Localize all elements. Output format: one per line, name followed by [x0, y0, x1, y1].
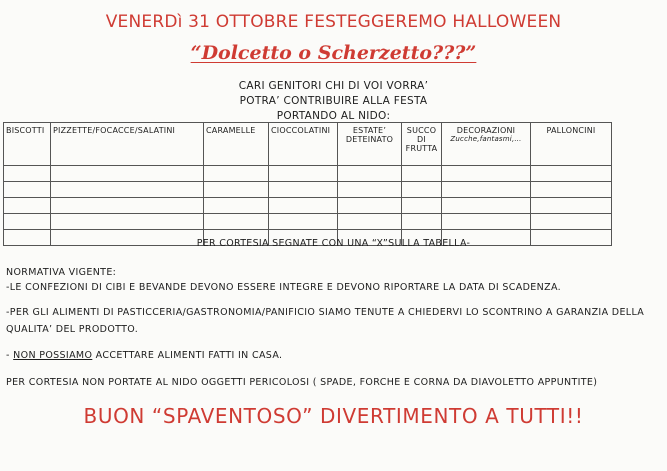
table-cell[interactable] [269, 214, 338, 230]
header-label: DECORAZIONI [456, 126, 516, 135]
header-label: PALLONCINI [546, 126, 596, 135]
table-cell[interactable] [338, 166, 402, 182]
rules-heading: NORMATIVA VIGENTE: [6, 267, 117, 278]
table-cell[interactable] [402, 198, 442, 214]
header-sublabel: Zucche,fantasmi,… [450, 135, 522, 143]
table-cell[interactable] [338, 182, 402, 198]
intro-line-2: POTRA’ CONTRIBUIRE ALLA FESTA [239, 95, 428, 107]
column-header-pizzette [51, 123, 204, 166]
rule-rest: ACCETTARE ALIMENTI FATTI IN CASA. [92, 350, 283, 361]
table-cell[interactable] [338, 198, 402, 214]
instruction-note: PER CORTESIA SEGNATE CON UNA “X”SULLA TABELLA- [196, 238, 471, 249]
table-cell[interactable] [4, 198, 51, 214]
table-cell[interactable] [51, 198, 204, 214]
table-row [4, 214, 612, 230]
rule-packaging: -LE CONFEZIONI DI CIBI E BEVANDE DEVONO ESSERE INTEGRE E DEVONO RIPORTARE LA DATA DI SCADENZA. [6, 282, 562, 293]
column-header-estate [338, 123, 402, 166]
header-label: PIZZETTE/FOCACCE/SALATINI [53, 126, 176, 135]
table-cell[interactable] [531, 198, 612, 214]
table-cell[interactable] [531, 214, 612, 230]
header-label: CIOCCOLATINI [271, 126, 331, 135]
table-cell[interactable] [204, 214, 269, 230]
table-cell[interactable] [204, 182, 269, 198]
table-cell[interactable] [4, 166, 51, 182]
table-cell[interactable] [51, 182, 204, 198]
table-cell[interactable] [531, 166, 612, 182]
table-row [4, 182, 612, 198]
rule-dangerous-objects: PER CORTESIA NON PORTATE AL NIDO OGGETTI PERICOLOSI ( SPADE, FORCHE E CORNA DA DIAVOLETTO APPUNTITE) [6, 377, 598, 388]
intro-line-3: PORTANDO AL NIDO: [276, 110, 391, 122]
contribution-table [3, 122, 612, 246]
column-header-succo [402, 123, 442, 166]
table-cell[interactable] [204, 198, 269, 214]
rule-receipt: -PER GLI ALIMENTI DI PASTICCERIA/GASTRONOMIA/PANIFICIO SIAMO TENUTE A CHIEDERVI LO SCONTRINO A GARANZIA DELLA QUALITA’ DEL PRODOTTO. [6, 307, 645, 335]
intro-line-1: CARI GENITORI CHI DI VOI VORRA’ [238, 80, 429, 92]
table-cell[interactable] [402, 214, 442, 230]
rule-homemade [6, 347, 656, 364]
header-label: BISCOTTI [6, 126, 45, 135]
rule-emphasis: NON POSSIAMO [13, 350, 93, 361]
column-header-caramelle [204, 123, 269, 166]
table-cell[interactable] [269, 198, 338, 214]
subtitle-text: “Dolcetto o Scherzetto???” [190, 42, 477, 64]
header-label: CARAMELLE [206, 126, 256, 135]
table-cell[interactable] [269, 166, 338, 182]
table-cell[interactable] [531, 182, 612, 198]
table-cell[interactable] [51, 214, 204, 230]
table-cell[interactable] [442, 198, 531, 214]
table-header-row [4, 123, 612, 166]
rule-prefix: - [6, 350, 14, 361]
table-cell[interactable] [402, 182, 442, 198]
column-header-biscotti [4, 123, 51, 166]
column-header-palloncini [531, 123, 612, 166]
header-label: SUCCO DI FRUTTA [405, 126, 438, 153]
table-cell[interactable] [4, 182, 51, 198]
column-header-cioccolatini [269, 123, 338, 166]
table-cell[interactable] [4, 214, 51, 230]
table-cell[interactable] [402, 166, 442, 182]
page-title: VENERDì 31 OTTOBRE FESTEGGEREMO HALLOWEEN [105, 12, 562, 32]
column-header-decorazioni [442, 123, 531, 166]
table-cell[interactable] [442, 214, 531, 230]
header-label: ESTATE’ DETEINATO [345, 126, 394, 144]
table-cell[interactable] [51, 166, 204, 182]
table-cell[interactable] [204, 166, 269, 182]
table-cell[interactable] [442, 182, 531, 198]
table-cell[interactable] [442, 166, 531, 182]
table-row [4, 198, 612, 214]
table-cell[interactable] [338, 214, 402, 230]
subtitle [0, 42, 667, 64]
table-cell[interactable] [269, 182, 338, 198]
closing-message: BUON “SPAVENTOSO” DIVERTIMENTO A TUTTI!! [83, 404, 584, 428]
table-row [4, 166, 612, 182]
